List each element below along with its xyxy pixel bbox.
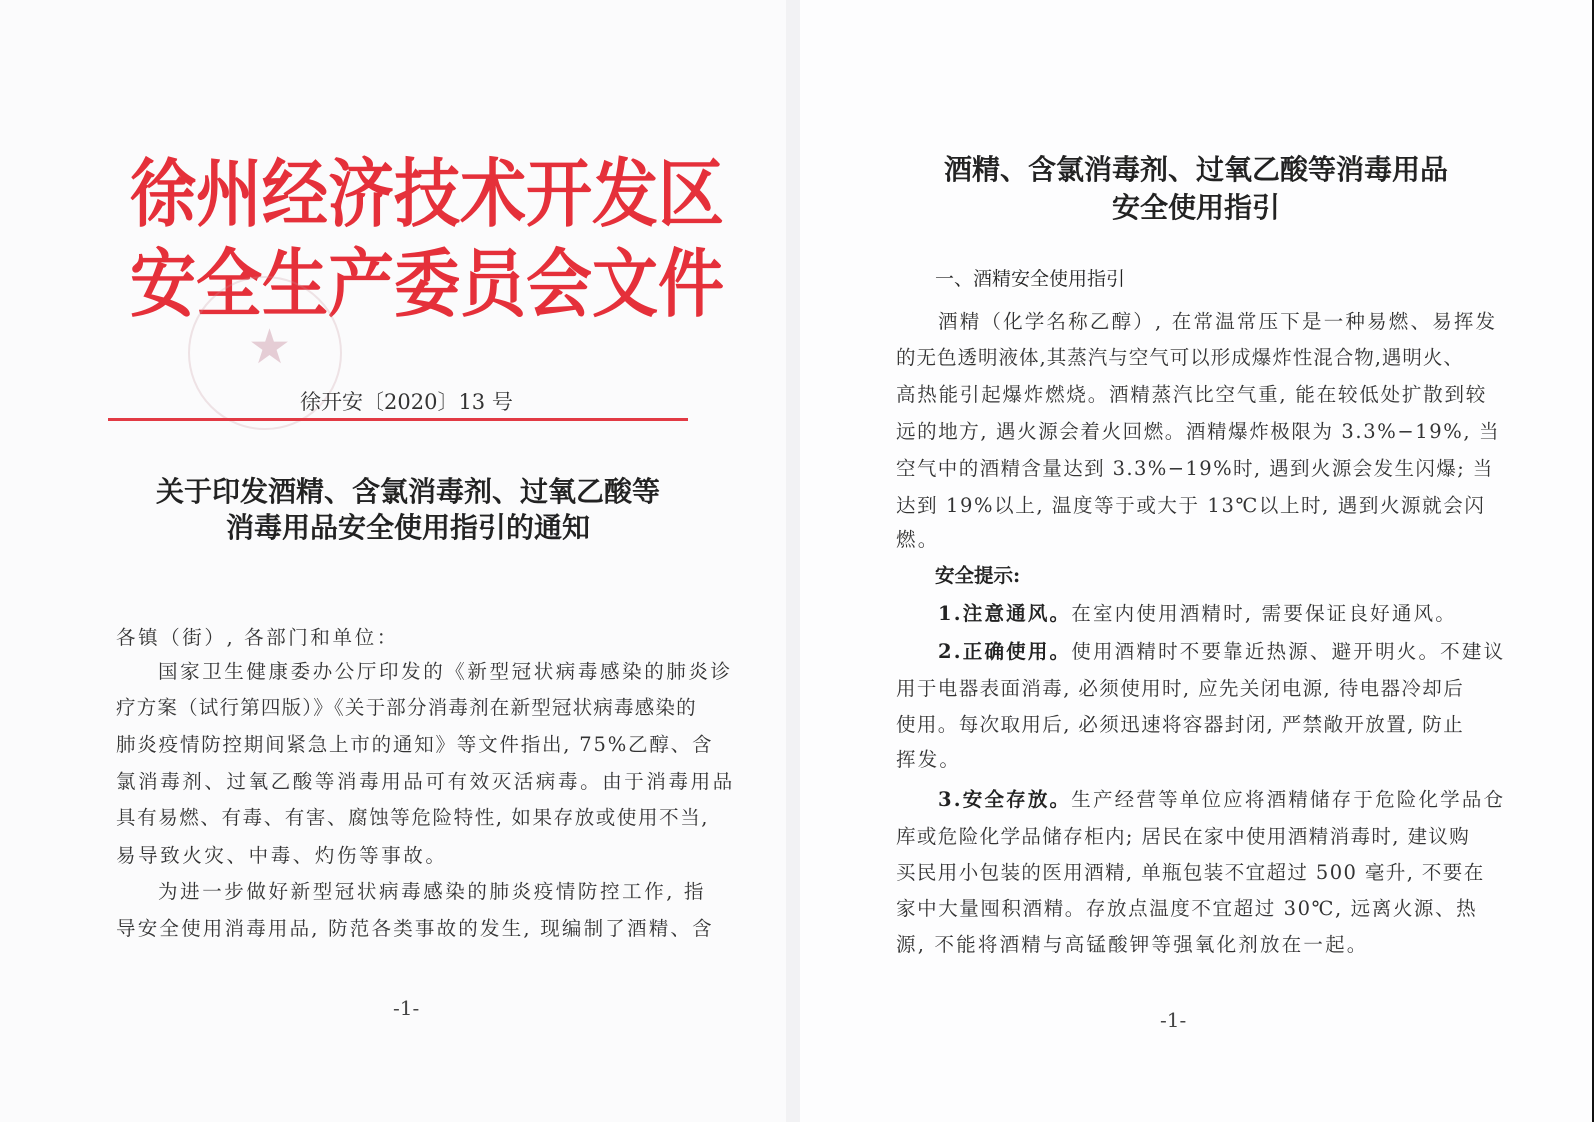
heading-char: 员 (460, 239, 526, 328)
heading-char: 开 (526, 149, 592, 238)
heading-char: 产 (328, 239, 394, 328)
tip-text: 在室内使用酒精时, 需要保证良好通风。 (1071, 602, 1457, 625)
body-line: 为进一步做好新型冠状病毒感染的肺炎疫情防控工作, 指 (158, 880, 706, 903)
heading-char: 州 (196, 149, 262, 238)
heading-char: 发 (592, 149, 658, 238)
tip-text: 生产经营等单位应将酒精储存于危险化学品仓 (1071, 788, 1506, 811)
tip-text-line: 用于电器表面消毒, 必须使用时, 应先关闭电源, 待电器冷却后 (896, 677, 1465, 700)
heading-char: 会 (526, 239, 592, 328)
heading-char: 徐 (130, 149, 196, 238)
heading-char: 安 (130, 239, 196, 328)
intro-line: 燃。 (896, 528, 940, 551)
tip-text-line: 挥发。 (896, 748, 962, 771)
heading-char: 经 (262, 149, 328, 238)
tip-label: 2.正确使用。 (938, 640, 1072, 663)
heading-char: 文 (592, 239, 658, 328)
page-number: -1- (1160, 1008, 1187, 1032)
red-divider-rule (108, 418, 688, 421)
document-number: 徐开安〔2020〕13 号 (300, 390, 513, 414)
heading-char: 济 (328, 149, 394, 238)
guide-title-line-2: 安全使用指引 (1111, 191, 1280, 224)
document-page-left (0, 0, 786, 1122)
tip-3 (938, 784, 1505, 812)
tip-text-line: 家中大量囤积酒精。存放点温度不宜超过 30℃, 远离火源、热 (896, 897, 1478, 920)
salutation: 各镇（街）, 各部门和单位： (116, 626, 399, 649)
heading-char: 全 (196, 239, 262, 328)
intro-line: 达到 19%以上, 温度等于或大于 13℃以上时, 遇到火源就会闪 (896, 494, 1486, 517)
tip-text: 使用酒精时不要靠近热源、避开明火。不建议 (1071, 640, 1506, 663)
body-line: 疗方案（试行第四版）》《关于部分消毒剂在新型冠状病毒感染的 (116, 696, 697, 719)
page-gutter (786, 0, 800, 1122)
tip-2 (938, 636, 1505, 664)
body-line: 导安全使用消毒用品, 防范各类事故的发生, 现编制了酒精、含 (116, 917, 714, 940)
tip-text-line: 买民用小包装的医用酒精, 单瓶包装不宜超过 500 毫升, 不要在 (896, 861, 1485, 884)
intro-line: 的无色透明液体,其蒸汽与空气可以形成爆炸性混合物,遇明火、 (896, 346, 1464, 369)
heading-char: 技 (394, 149, 460, 238)
notice-title-line-1: 关于印发酒精、含氯消毒剂、过氧乙酸等 (155, 475, 660, 508)
intro-line: 高热能引起爆炸燃烧。酒精蒸汽比空气重, 能在较低处扩散到较 (896, 383, 1488, 406)
tip-text-line: 源, 不能将酒精与高锰酸钾等强氧化剂放在一起。 (896, 933, 1369, 956)
intro-line: 空气中的酒精含量达到 3.3%−19%时, 遇到火源会发生闪爆; 当 (896, 457, 1494, 480)
heading-char: 件 (658, 239, 724, 328)
body-line: 易导致火灾、中毒、灼伤等事故。 (116, 844, 448, 867)
body-line: 氯消毒剂、过氧乙酸等消毒用品可有效灭活病毒。由于消毒用品 (116, 770, 735, 793)
tip-1 (938, 598, 1457, 626)
heading-char: 区 (658, 149, 724, 238)
body-line: 肺炎疫情防控期间紧急上市的通知》等文件指出, 75%乙醇、含 (116, 733, 714, 756)
heading-char: 生 (262, 239, 328, 328)
tip-label: 3.安全存放。 (938, 788, 1072, 811)
tip-text-line: 使用。每次取用后, 必须迅速将容器封闭, 严禁敞开放置, 防止 (896, 713, 1465, 736)
document-page-right (800, 0, 1592, 1122)
section-heading: 一、酒精安全使用指引 (935, 268, 1126, 290)
intro-line: 远的地方, 遇火源会着火回燃。酒精爆炸极限为 3.3%−19%, 当 (896, 420, 1501, 443)
page-number: -1- (393, 996, 420, 1020)
guide-title-line-1: 酒精、含氯消毒剂、过氧乙酸等消毒用品 (943, 153, 1448, 186)
body-line: 国家卫生健康委办公厅印发的《新型冠状病毒感染的肺炎诊 (158, 660, 733, 683)
tip-label: 1.注意通风。 (938, 602, 1072, 625)
seal-star-icon: ★ (248, 319, 292, 375)
heading-char: 委 (394, 239, 460, 328)
intro-line: 酒精（化学名称乙醇）, 在常温常压下是一种易燃、易挥发 (938, 310, 1498, 333)
notice-title-line-2: 消毒用品安全使用指引的通知 (225, 511, 590, 544)
body-line: 具有易燃、有毒、有害、腐蚀等危险特性, 如果存放或使用不当, (116, 806, 710, 829)
heading-char: 术 (460, 149, 526, 238)
tip-text-line: 库或危险化学品储存柜内; 居民在家中使用酒精消毒时, 建议购 (896, 825, 1471, 848)
org-title-line-1 (130, 140, 724, 238)
tips-heading: 安全提示: (935, 564, 1021, 587)
